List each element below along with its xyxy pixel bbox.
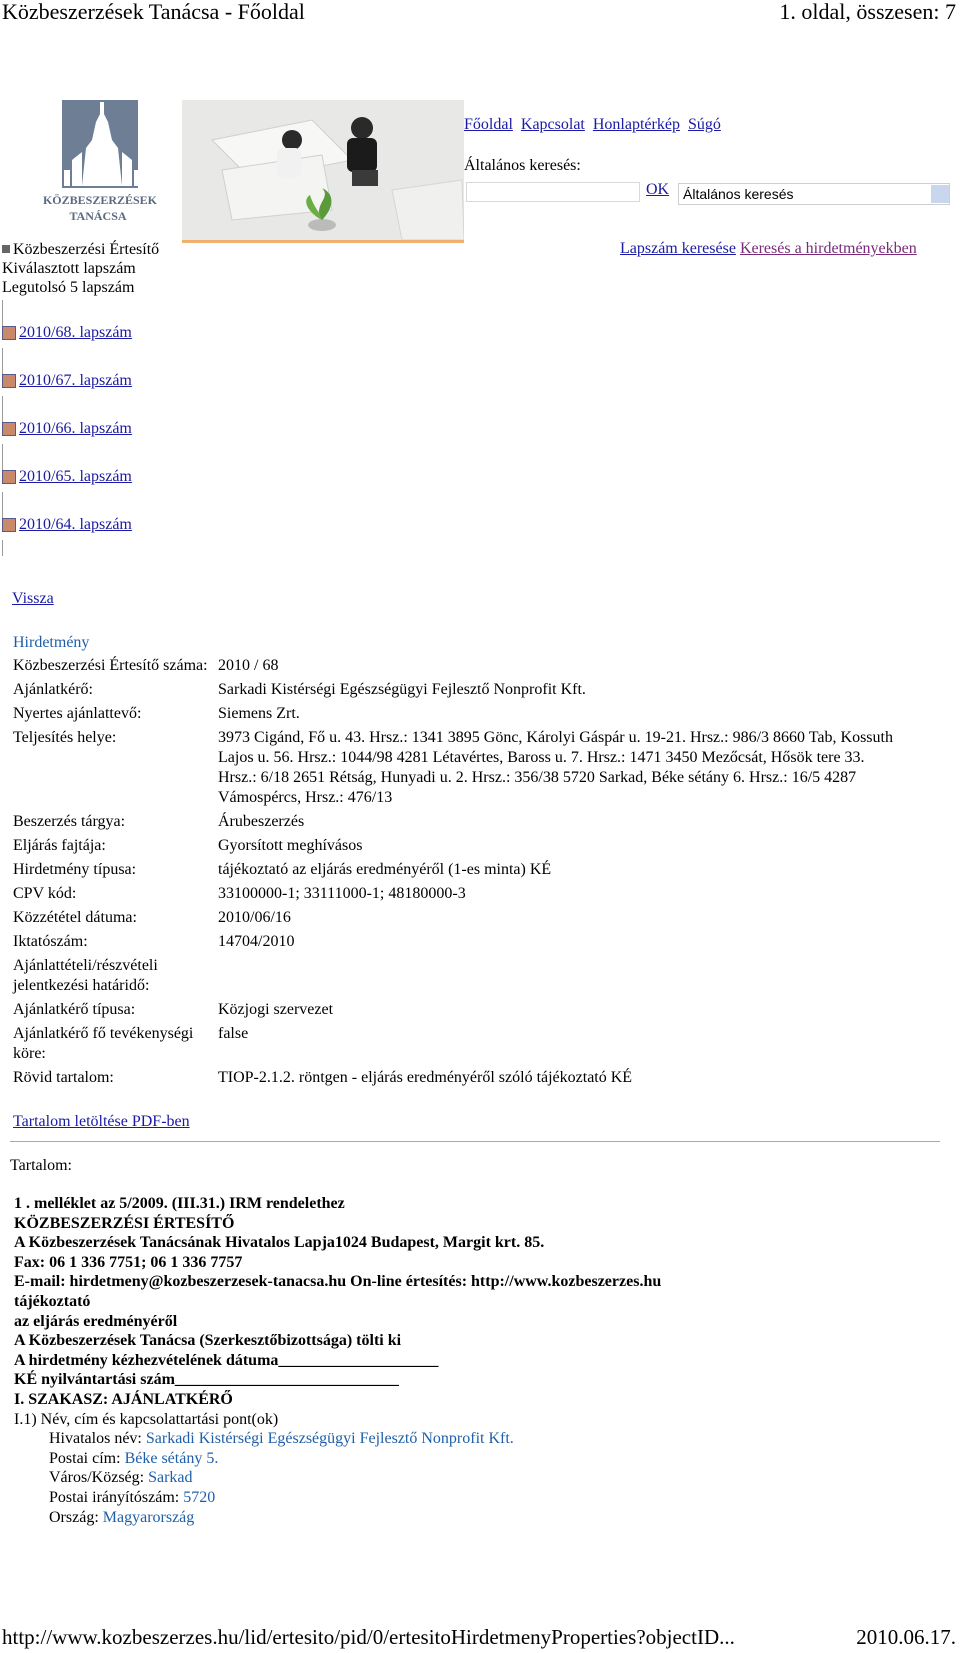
issue-item[interactable] xyxy=(0,300,200,340)
sidebar xyxy=(2,240,159,297)
detail-value: Közjogi szervezet xyxy=(218,1001,334,1018)
field-value: Magyarország xyxy=(102,1508,195,1526)
search-type-select[interactable] xyxy=(678,183,950,205)
section-line: I.1) Név, cím és kapcsolattartási pont(ok) xyxy=(14,1410,279,1428)
detail-key: Beszerzés tárgya: xyxy=(13,813,126,830)
detail-key: Ajánlattételi/részvételi jelentkezési határidő: xyxy=(13,957,158,994)
detail-key: Ajánlatkérő fő tevékenységi köre: xyxy=(13,1025,194,1062)
tree-line xyxy=(2,540,6,556)
content-heading: tájékoztató xyxy=(14,1292,91,1310)
notice-search-link[interactable]: Keresés a hirdetményekben xyxy=(739,240,917,257)
detail-key: Közbeszerzési Értesítő száma: xyxy=(13,657,208,674)
detail-key: Közzététel dátuma: xyxy=(13,909,137,926)
detail-row xyxy=(13,1068,913,1088)
content-heading: Fax: 06 1 336 7751; 06 1 336 7757 xyxy=(14,1253,243,1271)
content-heading: KÉ nyilvántartási szám____________________________ xyxy=(14,1371,399,1389)
content-heading: az eljárás eredményéről xyxy=(14,1312,178,1330)
bullet-icon xyxy=(2,245,10,253)
detail-key: CPV kód: xyxy=(13,885,77,902)
detail-key: Nyertes ajánlattevő: xyxy=(13,705,142,722)
pdf-download-link[interactable]: Tartalom letöltése PDF-ben xyxy=(13,1113,190,1130)
content-field xyxy=(14,1429,944,1449)
content-heading: 1 . melléklet az 5/2009. (III.31.) IRM rendelethez xyxy=(14,1195,345,1212)
detail-value: TIOP-2.1.2. röntgen - eljárás eredményéről szóló tájékoztató KÉ xyxy=(218,1069,633,1086)
content-heading: E-mail: hirdetmeny@kozbeszerzesek-tanacsa.hu On-line értesítés: http://www.kozbeszerzes.hu xyxy=(14,1273,662,1291)
sidebar-last5[interactable]: Legutolsó 5 lapszám xyxy=(2,279,135,296)
content-heading: A Közbeszerzések Tanácsának Hivatalos Lapja1024 Budapest, Margit krt. 85. xyxy=(14,1234,545,1252)
detail-value: Árubeszerzés xyxy=(218,813,305,830)
print-footer-date: 2010.06.17. xyxy=(856,1625,956,1649)
print-header-page: 1. oldal, összesen: 7 xyxy=(779,0,956,24)
print-footer-url: http://www.kozbeszerzes.hu/lid/ertesito/pid/0/ertesitoHirdetmenyProperties?objectID... xyxy=(2,1625,735,1649)
search-type-value: Általános keresés xyxy=(683,186,794,202)
issue-icon xyxy=(2,374,16,388)
search-label: Általános keresés: xyxy=(464,157,581,174)
content-label: Tartalom: xyxy=(10,1157,72,1174)
top-nav xyxy=(464,116,725,134)
issue-link[interactable]: 2010/67. lapszám xyxy=(19,372,132,389)
issue-link[interactable]: 2010/65. lapszám xyxy=(19,468,132,485)
field-value: Sarkad xyxy=(148,1469,193,1487)
detail-row xyxy=(13,1024,913,1064)
nav-home-link[interactable]: Főoldal xyxy=(464,116,513,133)
detail-row xyxy=(13,956,913,996)
content-field xyxy=(14,1468,944,1488)
issue-item[interactable] xyxy=(0,396,200,436)
detail-row xyxy=(13,836,913,856)
detail-row xyxy=(13,860,913,880)
nav-help-link[interactable]: Súgó xyxy=(687,116,721,133)
sidebar-section[interactable]: Közbeszerzési Értesítő xyxy=(2,240,159,259)
field-value: Béke sétány 5. xyxy=(124,1449,219,1467)
detail-value: Siemens Zrt. xyxy=(218,705,300,722)
issue-icon xyxy=(2,470,16,484)
issue-link[interactable]: 2010/68. lapszám xyxy=(19,324,132,341)
detail-key: Teljesítés helye: xyxy=(13,729,117,746)
issue-link[interactable]: 2010/66. lapszám xyxy=(19,420,132,437)
search-bar xyxy=(464,179,952,203)
detail-value: 14704/2010 xyxy=(218,933,295,950)
issue-icon xyxy=(2,326,16,340)
detail-value: 3973 Cigánd, Fő u. 43. Hrsz.: 1341 3895 Gönc, Károlyi Gáspár u. 19-21. Hrsz.: 986/3 8660 Tab, Kossuth Lajos u. 56. Hrsz.: 1044/98 4281 Létavértes, Baross u. 7. Hrsz.: 1471 3450 Mezőcsát, Hősök tere 33. Hrsz.: 6/18 2651 Rétság, Hunyadi u. 2. Hrsz.: 356/38 5720 Sarkad, Béke sétány 6. Hrsz.: 16/5 4287 Vámospércs, Hrsz.: 476/13 xyxy=(218,729,893,806)
detail-value: 2010 / 68 xyxy=(218,657,279,674)
issue-item[interactable] xyxy=(0,492,200,532)
detail-key: Ajánlatkérő: xyxy=(13,681,93,698)
detail-value: 2010/06/16 xyxy=(218,909,291,926)
detail-value: Gyorsított meghívásos xyxy=(218,837,363,854)
content-field xyxy=(14,1449,944,1469)
detail-value: false xyxy=(218,1025,249,1042)
notice-content xyxy=(14,1194,944,1527)
content-heading: A Közbeszerzések Tanácsa (Szerkesztőbizottsága) tölti ki xyxy=(14,1332,402,1350)
issue-link[interactable]: 2010/64. lapszám xyxy=(19,516,132,533)
issue-search-link[interactable]: Lapszám keresése xyxy=(620,240,736,257)
detail-row xyxy=(13,656,913,676)
kozbeszerzesek-tanacsa-logo[interactable] xyxy=(42,100,162,230)
content-heading: KÖZBESZERZÉSI ÉRTESÍTŐ xyxy=(14,1214,235,1232)
detail-key: Rövid tartalom: xyxy=(13,1069,114,1086)
logo-line1: KÖZBESZERZÉSEK xyxy=(42,193,158,207)
field-key: Város/Község: xyxy=(49,1469,149,1487)
detail-value xyxy=(218,956,898,996)
content-heading: A hirdetmény kézhezvételének dátuma____________________ xyxy=(14,1351,439,1369)
detail-value: Sarkadi Kistérségi Egészségügyi Fejlesztő Nonprofit Kft. xyxy=(218,681,586,698)
print-header xyxy=(0,0,960,30)
detail-row xyxy=(13,680,913,700)
search-sublinks xyxy=(620,240,917,258)
sidebar-selected-issue[interactable]: Kiválasztott lapszám xyxy=(2,260,136,277)
search-input[interactable] xyxy=(466,182,640,202)
detail-key: Iktatószám: xyxy=(13,933,88,950)
content-field xyxy=(14,1508,944,1528)
detail-value: tájékoztató az eljárás eredményéről (1-es minta) KÉ xyxy=(218,861,552,878)
field-key: Postai irányítószám: xyxy=(49,1488,184,1506)
detail-row xyxy=(13,932,913,952)
issue-item[interactable] xyxy=(0,444,200,484)
chevron-down-icon xyxy=(931,185,949,203)
divider xyxy=(10,1141,940,1142)
nav-sitemap-link[interactable]: Honlaptérkép xyxy=(592,116,680,133)
detail-row xyxy=(13,728,913,808)
content-heading: I. SZAKASZ: AJÁNLATKÉRŐ xyxy=(14,1390,233,1408)
header-photo xyxy=(182,100,464,243)
detail-row xyxy=(13,908,913,928)
detail-key: Ajánlatkérő típusa: xyxy=(13,1001,136,1018)
detail-key: Hirdetmény típusa: xyxy=(13,861,137,878)
field-key: Postai cím: xyxy=(49,1449,125,1467)
issue-icon xyxy=(2,422,16,436)
field-value: Sarkadi Kistérségi Egészségügyi Fejlesztő Nonprofit Kft. xyxy=(145,1430,514,1448)
detail-row xyxy=(13,1000,913,1020)
search-ok-button[interactable]: OK xyxy=(646,181,670,198)
detail-row xyxy=(13,884,913,904)
parliament-dome-icon xyxy=(42,100,162,230)
issue-icon xyxy=(2,518,16,532)
back-link[interactable]: Vissza xyxy=(12,590,54,607)
field-value: 5720 xyxy=(183,1488,216,1506)
field-key: Ország: xyxy=(49,1508,103,1526)
notice-title: Hirdetmény xyxy=(13,634,90,651)
logo-line2: TANÁCSA xyxy=(69,209,127,223)
detail-row xyxy=(13,704,913,724)
nav-contact-link[interactable]: Kapcsolat xyxy=(520,116,585,133)
field-key: Hivatalos név: xyxy=(49,1430,146,1448)
detail-key: Eljárás fajtája: xyxy=(13,837,106,854)
print-header-title: Közbeszerzések Tanácsa - Főoldal xyxy=(2,0,305,24)
detail-row xyxy=(13,812,913,832)
tree-end xyxy=(0,540,200,560)
notice-details xyxy=(13,656,913,1092)
issue-item[interactable] xyxy=(0,348,200,388)
content-field xyxy=(14,1488,944,1508)
detail-value: 33100000-1; 33111000-1; 48180000-3 xyxy=(218,885,466,902)
